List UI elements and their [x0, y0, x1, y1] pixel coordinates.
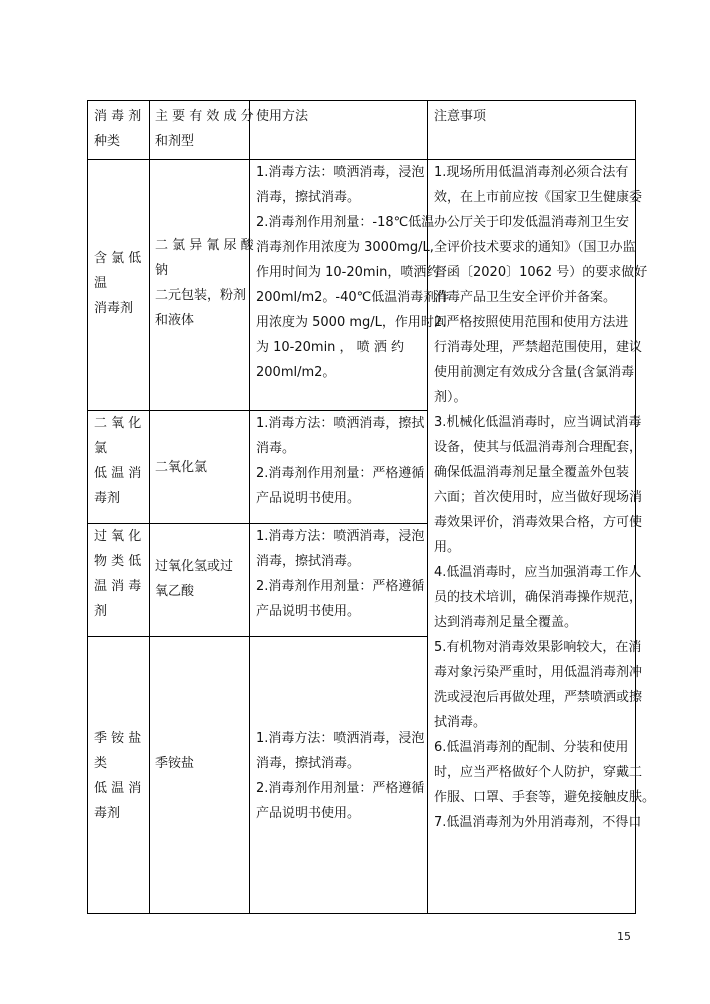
- column-divider: [149, 100, 150, 914]
- row1-type: 含 氯 低 温 消毒剂: [94, 251, 142, 316]
- table-border-left: [87, 100, 88, 914]
- header-notes: 注意事项: [434, 109, 487, 124]
- row2-ingredient: 二氧化氯: [155, 460, 208, 475]
- row3-usage: 1.消毒方法：喷洒消毒，浸泡 消毒，擦拭消毒。 2.消毒剂作用剂量：严格遵循 产品说明书使用。: [256, 529, 425, 619]
- row4-usage: 1.消毒方法：喷洒消毒，浸泡 消毒，擦拭消毒。 2.消毒剂作用剂量：严格遵循 产品说明书使用。: [256, 731, 425, 821]
- table-border-top: [87, 100, 636, 101]
- table-border-bottom: [87, 913, 636, 914]
- row3-ingredient: 过氧化氢或过 氧乙酸: [155, 559, 234, 599]
- row2-usage: 1.消毒方法：喷洒消毒，擦拭 消毒。 2.消毒剂作用剂量：严格遵循 产品说明书使用。: [256, 416, 425, 506]
- notes-column: 1.现场所用低温消毒剂必须合法有 效，在上市前应按《国家卫生健康委 办公厅关于印发低温消毒剂卫生安 全评价技术要求的通知》（国卫办监 督函〔2020〕1062 号）的要求做好 消毒产品卫生安全评价并备案。 2.严格按照使用范围和使用方法进 行消毒处理，严禁超范围使用，建议 使用前测定有效成分含量(含氯消毒 剂）。 3.机械化低温消毒时，应当调试消毒 设备，使其与低温消毒剂合理配套， 确保低温消毒剂足量全覆盖外包装 六面；首次使用时，应当做好现场消 毒效果评价，消毒效果合格，方可使 用。 4.低温消毒时，应当加强消毒工作人 员的技术培训，确保消毒操作规范， 达到消毒剂足量全覆盖。 5.有机物对消毒效果影响较大，在消 毒对象污染严重时，用低温消毒剂冲 洗或浸泡后再做处理，严禁喷洒或擦 拭消毒。 6.低温消毒剂的配制、分装和使用 时，应当严格做好个人防护，穿戴工 作服、口罩、手套等，避免接触皮肤。 7.低温消毒剂为外用消毒剂，不得口: [434, 165, 656, 830]
- header-usage: 使用方法: [256, 109, 309, 124]
- header-type: 消 毒 剂 种类: [94, 109, 142, 149]
- row1-usage: 1.消毒方法：喷洒消毒，浸泡 消毒，擦拭消毒。 2.消毒剂作用剂量：-18℃低温 消毒剂作用浓度为 3000mg/L, 作用时间为 10-20min，喷洒约 200ml/m2。-40℃低温消毒剂作 用浓度为 5000 mg/L，作用时间 为 10-20min ， 喷 洒 约 200ml/m2。: [256, 165, 450, 380]
- row2-type: 二 氧 化 氯 低 温 消 毒剂: [94, 416, 142, 506]
- row-divider: [87, 636, 428, 637]
- row3-type: 过 氧 化 物 类 低 温 消 毒 剂: [94, 529, 142, 619]
- page-number: 15: [617, 930, 631, 943]
- column-divider: [249, 100, 250, 914]
- row1-ingredient: 二 氯 异 氰 尿 酸 钠 二元包装，粉剂 和液体: [155, 238, 254, 328]
- row4-type: 季 铵 盐 类 低 温 消 毒剂: [94, 731, 142, 821]
- row4-ingredient: 季铵盐: [155, 756, 195, 771]
- header-ingredient: 主 要 有 效 成 分 和剂型: [155, 109, 254, 149]
